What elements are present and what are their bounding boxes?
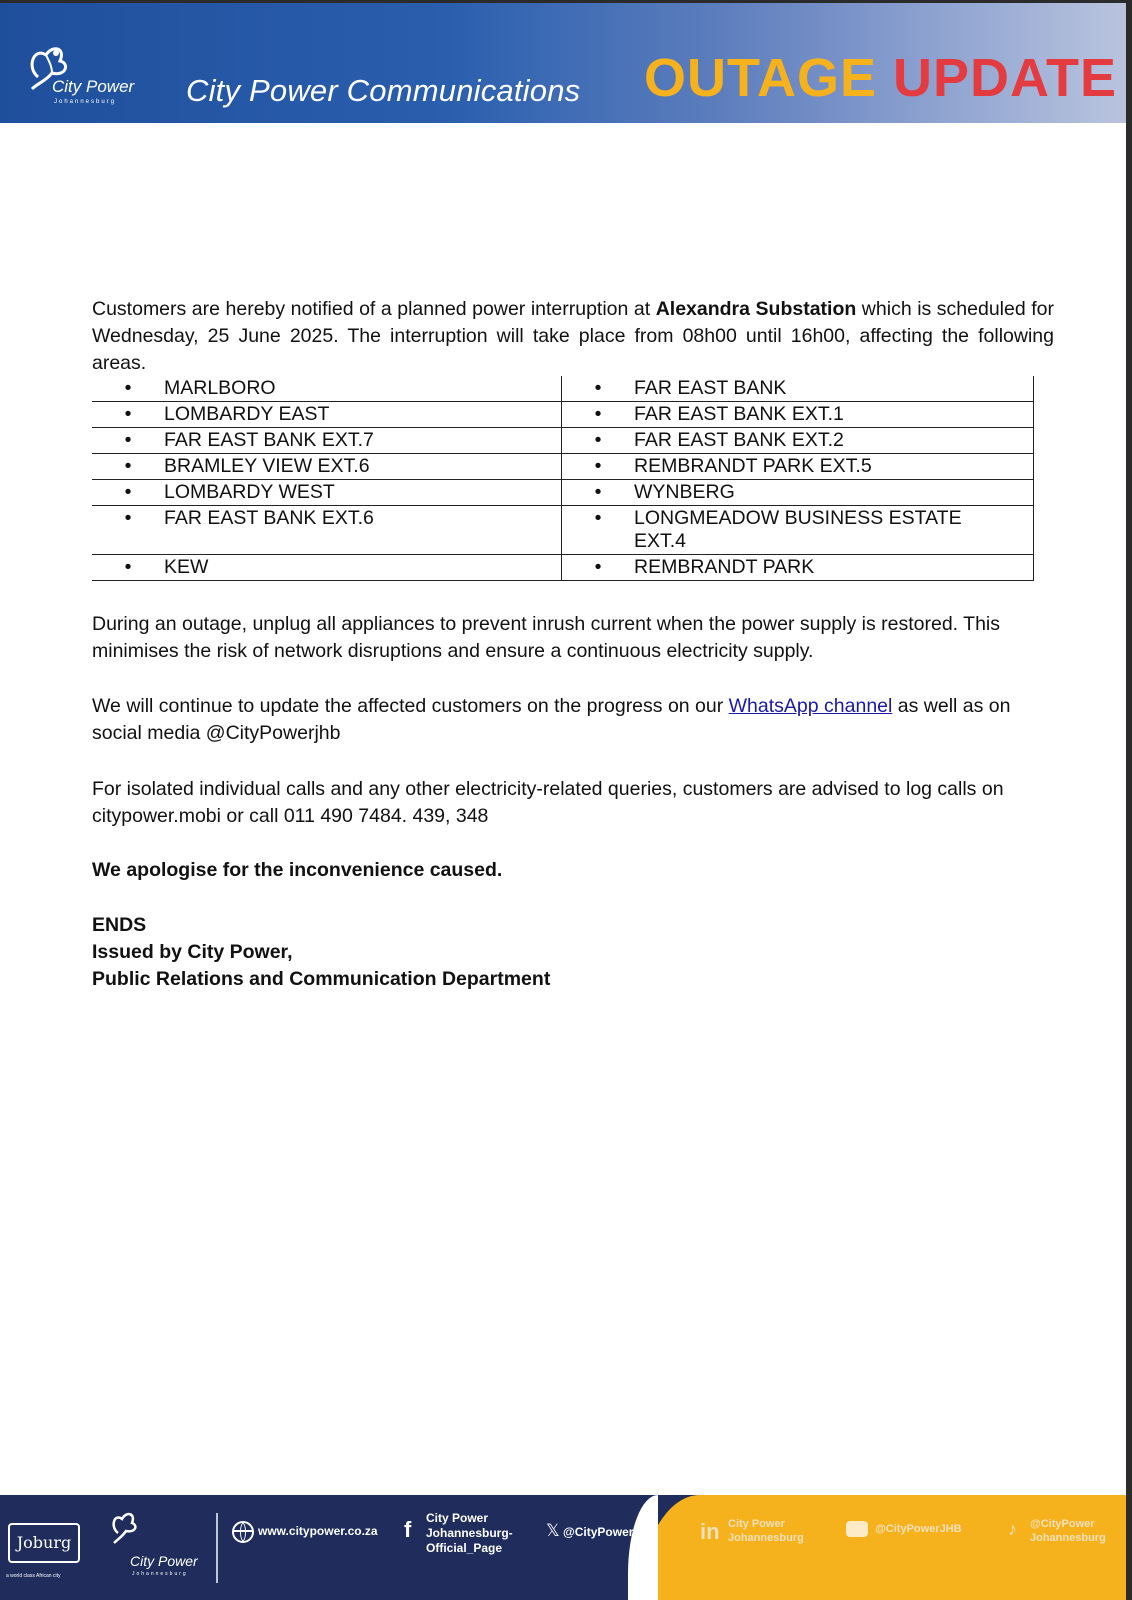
substation-name: Alexandra Substation — [655, 298, 857, 320]
tiktok-link[interactable] — [1030, 1517, 1106, 1545]
table-row — [92, 402, 1034, 428]
advice-paragraph: During an outage, unplug all appliances to prevent inrush current when the power supply is restored. This minimises the risk of network disruptions and ensure a continuous electricity supply. — [92, 613, 1001, 662]
area-cell — [92, 402, 562, 428]
header-title: City Power Communications — [186, 73, 581, 108]
bullet-icon: • — [124, 556, 132, 578]
right-edge — [1126, 0, 1132, 1600]
bullet-icon: • — [594, 455, 602, 477]
linkedin-line2: Johannesburg — [728, 1532, 804, 1544]
area-name: LONGMEADOW BUSINESS ESTATE EXT.4 — [634, 507, 962, 552]
footer-logo-subtext: Johannesburg — [132, 1571, 188, 1577]
table-row — [92, 428, 1034, 454]
area-cell — [562, 555, 1034, 581]
ends-label: ENDS — [92, 914, 147, 936]
facebook-link[interactable] — [426, 1511, 513, 1556]
closing-block — [92, 912, 1054, 993]
area-cell — [562, 428, 1034, 454]
logo-subtext: Johannesburg — [54, 99, 117, 105]
affected-areas-table — [92, 376, 1034, 581]
area-name: FAR EAST BANK EXT.2 — [634, 429, 844, 451]
area-name: FAR EAST BANK EXT.1 — [634, 403, 844, 425]
area-cell — [92, 555, 562, 581]
whatsapp-channel-link[interactable]: WhatsApp channel — [728, 695, 893, 717]
bullet-icon: • — [124, 455, 132, 477]
apology-text: We apologise for the inconvenience caused. — [92, 859, 503, 881]
youtube-icon — [846, 1521, 868, 1537]
bullet-icon: • — [594, 556, 602, 578]
table-row — [92, 506, 1034, 555]
bullet-icon: • — [594, 429, 602, 451]
area-name: LOMBARDY EAST — [164, 403, 330, 425]
area-name: KEW — [164, 556, 209, 578]
area-name: FAR EAST BANK EXT.7 — [164, 429, 374, 451]
bullet-icon: • — [124, 507, 132, 529]
area-cell — [562, 402, 1034, 428]
area-cell — [562, 454, 1034, 480]
banner-word-update: UPDATE — [893, 48, 1118, 108]
facebook-line3: Official_Page — [426, 1541, 503, 1555]
updates-part1: We will continue to update the affected customers on the progress on our — [92, 695, 729, 717]
footer-divider — [216, 1513, 218, 1583]
city-power-butterfly-icon — [104, 1507, 164, 1551]
area-cell — [562, 376, 1034, 402]
bullet-icon: • — [124, 403, 132, 425]
area-cell — [92, 376, 562, 402]
tiktok-line2: Johannesburg — [1030, 1532, 1106, 1544]
linkedin-icon: in — [700, 1519, 720, 1544]
bullet-icon: • — [124, 429, 132, 451]
area-name: FAR EAST BANK EXT.6 — [164, 507, 374, 529]
area-cell — [92, 480, 562, 506]
area-name: BRAMLEY VIEW EXT.6 — [164, 455, 370, 477]
website-link[interactable] — [232, 1521, 378, 1543]
joburg-logo: Joburg — [8, 1523, 80, 1563]
bullet-icon: • — [124, 481, 132, 503]
area-name: LOMBARDY WEST — [164, 481, 335, 503]
area-name: WYNBERG — [634, 481, 735, 503]
banner-word-outage: OUTAGE — [644, 48, 877, 108]
tiktok-line1: @CityPower — [1030, 1518, 1095, 1530]
joburg-tagline: a world class African city — [6, 1573, 61, 1579]
youtube-handle: @CityPowerJHB — [875, 1522, 962, 1535]
area-name: REMBRANDT PARK EXT.5 — [634, 455, 872, 477]
bullet-icon: • — [124, 377, 132, 399]
linkedin-line1: City Power — [728, 1518, 785, 1530]
table-row — [92, 376, 1034, 402]
area-name: MARLBORO — [164, 377, 276, 399]
globe-icon — [232, 1521, 254, 1543]
header-banner — [0, 3, 1126, 123]
bullet-icon: • — [594, 507, 602, 529]
intro-paragraph — [92, 296, 1054, 377]
area-name: REMBRANDT PARK — [634, 556, 815, 578]
intro-part2: which is scheduled for Wednesday, 25 June 2025. The interruption will take place from 08h00 until 16h00, affecting the following areas. — [92, 298, 1054, 374]
area-cell — [92, 506, 562, 555]
x-link[interactable] — [546, 1521, 655, 1541]
table-row — [92, 555, 1034, 581]
facebook-icon: f — [404, 1517, 412, 1542]
intro-part1: Customers are hereby notified of a planned power interruption at — [92, 298, 656, 320]
footer-banner — [0, 1495, 1126, 1600]
area-cell — [92, 428, 562, 454]
footer-curve — [628, 1495, 658, 1600]
queries-paragraph: For isolated individual calls and any other electricity-related queries, customers are advised to log calls on citypower.mobi or call 011 490 7484. 439, 348 — [92, 778, 1004, 827]
area-name: FAR EAST BANK — [634, 377, 787, 399]
youtube-link[interactable] — [846, 1521, 962, 1537]
department-name: Public Relations and Communication Department — [92, 968, 551, 990]
updates-paragraph — [92, 693, 1054, 747]
x-icon: 𝕏 — [546, 1521, 560, 1540]
logo-text: City Power — [52, 77, 135, 96]
facebook-line1: City Power — [426, 1511, 489, 1525]
bullet-icon: • — [594, 481, 602, 503]
bullet-icon: • — [594, 403, 602, 425]
footer-logo-text: City Power — [130, 1553, 198, 1569]
table-row — [92, 480, 1034, 506]
outage-update-banner — [644, 47, 1117, 109]
area-cell — [562, 506, 1034, 555]
tiktok-icon: ♪ — [1008, 1519, 1017, 1539]
issued-by: Issued by City Power, — [92, 941, 293, 963]
table-row — [92, 454, 1034, 480]
linkedin-link[interactable] — [728, 1517, 804, 1545]
x-handle: @CityPowerJhb — [563, 1525, 655, 1539]
area-cell — [562, 480, 1034, 506]
updates-part2: as well as on social media @CityPowerjhb — [92, 695, 1011, 744]
area-cell — [92, 454, 562, 480]
facebook-line2: Johannesburg- — [426, 1526, 513, 1540]
website-text: www.citypower.co.za — [258, 1524, 378, 1539]
bullet-icon: • — [594, 377, 602, 399]
footer-yellow-panel — [640, 1495, 1126, 1600]
